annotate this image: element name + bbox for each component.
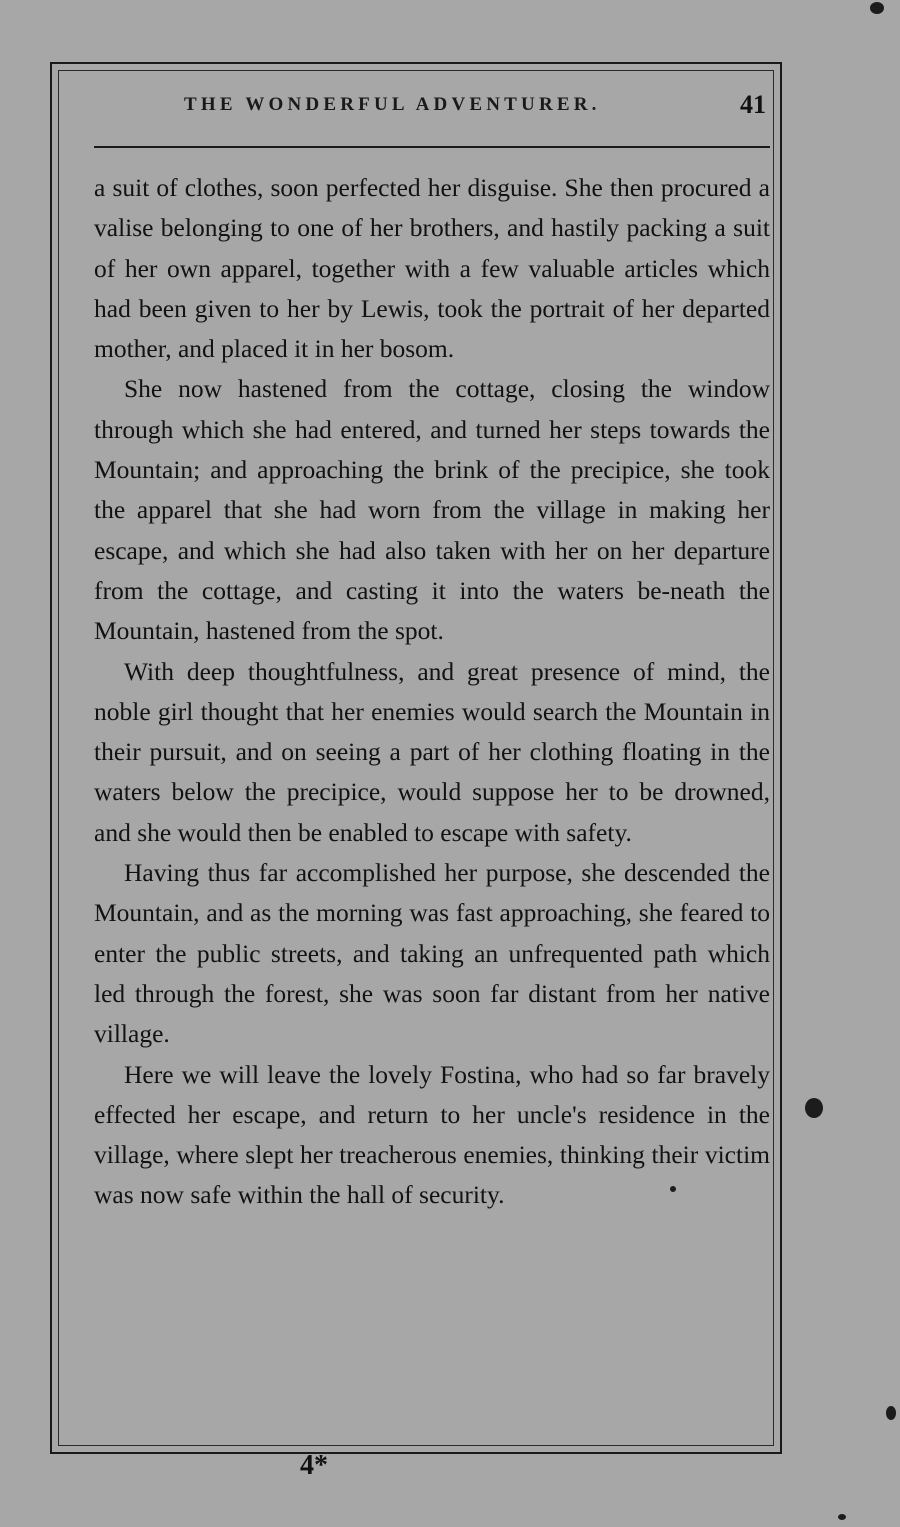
running-head	[94, 90, 770, 128]
ink-speck	[670, 1186, 676, 1192]
paragraph-3: With deep thoughtfulness, and great presence of mind, the noble girl thought that her enemies would search the Mountain in their pursuit, and on seeing a part of her clothing floating in the waters below the precipice, would suppose her to be drowned, and she would then be enabled to escape with safety.	[94, 656, 770, 847]
paragraph-2: She now hastened from the cottage, closing the window through which she had entered, and turned her steps towards the Mountain; and approaching the brink of the precipice, she took the apparel that she had worn from the village in making her escape, and which she had also taken with her on her departure from the cottage, and casting it into the waters be-neath the Mountain, hastened from the spot.	[94, 374, 770, 646]
ink-speck	[838, 1514, 846, 1520]
body-text	[94, 168, 770, 1216]
ink-speck	[805, 1098, 823, 1118]
ink-speck	[870, 2, 884, 14]
paragraph-5: Here we will leave the lovely Fostina, who had so far bravely effected her escape, and return to her uncle's residence in the village, where slept her treacherous enemies, thinking their victim was now safe within the hall of security.	[94, 1059, 770, 1210]
paragraph-1: a suit of clothes, soon perfected her disguise. She then procured a valise belonging to one of her brothers, and hastily packing a suit of her own apparel, together with a few valuable articles which had been given to her by Lewis, took the portrait of her departed mother, and placed it in her bosom.	[94, 173, 770, 364]
header-rule	[94, 146, 770, 148]
running-title: THE WONDERFUL ADVENTURER.	[184, 94, 601, 115]
page-number: 41	[740, 90, 766, 119]
signature-mark: 4*	[300, 1450, 328, 1481]
paragraph-4: Having thus far accomplished her purpose, she descended the Mountain, and as the morning was fast approaching, she feared to enter the public streets, and taking an unfrequented path which led through the forest, she was soon far distant from her native village.	[94, 858, 770, 1049]
ink-speck	[886, 1406, 896, 1420]
